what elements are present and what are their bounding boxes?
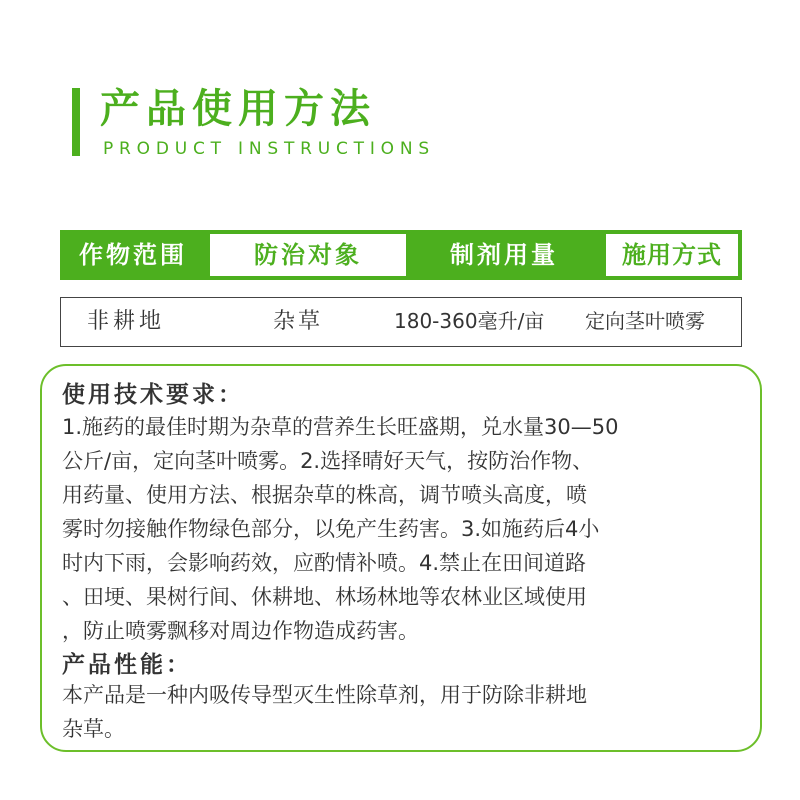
requirements-line: ，防止喷雾飘移对周边作物造成药害。: [62, 619, 419, 643]
requirements-line: 用药量、使用方法、根据杂草的株高，调节喷头高度，喷: [62, 483, 587, 507]
cell-method: 定向茎叶喷雾: [585, 309, 705, 333]
title-accent-bar: [72, 88, 80, 156]
cell-dosage: 180-360毫升/亩: [394, 309, 545, 333]
performance-line: 杂草。: [62, 717, 125, 741]
requirements-line: 、田埂、果树行间、休耕地、林场林地等农林业区域使用: [62, 585, 587, 609]
performance-line: 本产品是一种内吸传导型灭生性除草剂，用于防除非耕地: [62, 683, 587, 707]
requirements-text: [62, 410, 752, 648]
requirements-line: 雾时勿接触作物绿色部分，以免产生药害。3.如施药后4小: [62, 517, 600, 541]
table-header-method: 施用方式: [606, 234, 738, 276]
table-row: [60, 297, 742, 347]
cell-crop-range: 非耕地: [87, 309, 166, 334]
page-title: 产品使用方法: [100, 86, 376, 132]
requirements-line: 时内下雨，会影响药效，应酌情补喷。4.禁止在田间道路: [62, 551, 587, 575]
table-header-target: 防治对象: [210, 234, 406, 276]
performance-text: [62, 678, 752, 746]
requirements-line: 公斤/亩，定向茎叶喷雾。2.选择晴好天气，按防治作物、: [62, 449, 594, 473]
table-header-dosage: 制剂用量: [450, 241, 558, 269]
cell-target: 杂草: [273, 309, 324, 334]
requirements-title: 使用技术要求：: [62, 382, 244, 408]
table-header: [60, 230, 742, 280]
page-subtitle: PRODUCT INSTRUCTIONS: [103, 139, 435, 159]
table-header-crop-range: 作物范围: [79, 241, 187, 269]
requirements-line: 1.施药的最佳时期为杂草的营养生长旺盛期，兑水量30—50: [62, 415, 619, 439]
performance-title: 产品性能：: [62, 652, 192, 678]
